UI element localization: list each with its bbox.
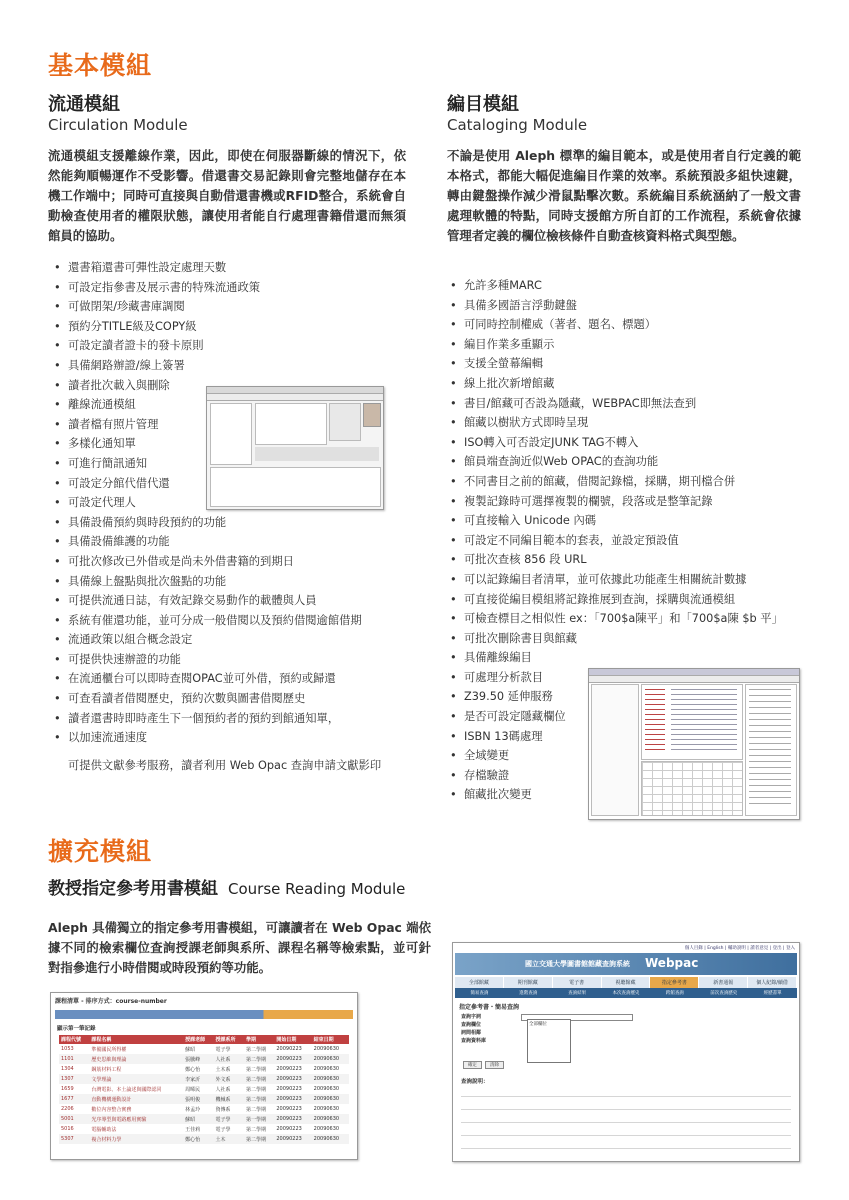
circulation-item: • 多樣化通知單 bbox=[54, 434, 414, 454]
table-cell: 第二學期 bbox=[245, 1096, 266, 1103]
course-reading-paragraph: Aleph 具備獨立的指定參考用書模組，可讓讀者在 Web Opac 端依據不同的檢索欄位查詢授課老師與系所、課程名稱等檢索點，並可針對指參進行小時借閱或時段預約等功能。 bbox=[48, 920, 431, 975]
table-cell: 複合材料力學 bbox=[91, 1136, 122, 1143]
cataloging-item: • 可同時控制權威（著者、題名、標題） bbox=[450, 315, 810, 335]
webpac-subnav-item[interactable]: 前次查詢歷史 bbox=[710, 991, 738, 996]
circulation-paragraph: 流通模組支援離線作業，因此，即使在伺服器斷線的情況下，依然能夠順暢運作不受影響。借還書交易記錄則會完整地儲存在本機工作端中；同時可直接與自動借還書機或RFID整合，系統會自動檢查使用者的權限狀態，讓使用者能自行處理書籍借還而無須館員的協助。 bbox=[48, 148, 406, 243]
circulation-item: • 可設定讀者證卡的發卡原則 bbox=[54, 336, 414, 356]
webpac-subnav-item[interactable]: 跨館查詢 bbox=[665, 991, 684, 996]
cataloging-item: • 可檢查標目之相似性 ex：「700$a陳平」和「700$a陳 $b 平」 bbox=[450, 609, 810, 629]
table-cell: 20090630 bbox=[313, 1066, 340, 1072]
circulation-item: • 可查看讀者借閱歷史，預約次數與圖書借閱歷史 bbox=[54, 689, 414, 709]
table-row[interactable] bbox=[59, 1094, 349, 1104]
webpac-submit-button[interactable]: 確定 bbox=[463, 1061, 482, 1069]
table-row[interactable] bbox=[59, 1064, 349, 1074]
table-cell: 20090630 bbox=[313, 1136, 340, 1142]
circulation-item: • 讀者還書時即時產生下一個預約者的預約到館通知單， bbox=[54, 709, 414, 729]
table-cell: 20090223 bbox=[276, 1066, 302, 1072]
table-cell: 外文系 bbox=[215, 1076, 231, 1083]
webpac-subnav-item[interactable]: 簡易查詢 bbox=[470, 991, 489, 996]
table-cell: 20090630 bbox=[313, 1086, 340, 1092]
cataloging-item: • 編目作業多重顯示 bbox=[450, 335, 810, 355]
circulation-item: • 可進行簡訊通知 bbox=[54, 454, 414, 474]
table-cell: 人社系 bbox=[215, 1086, 231, 1093]
table-cell: 20090630 bbox=[313, 1056, 340, 1062]
cataloging-item: • 館員端查詢近似Web OPAC的查詢功能 bbox=[450, 452, 810, 472]
circulation-title: 流通模組 bbox=[48, 94, 120, 115]
webpac-brand: Webpac bbox=[645, 956, 699, 970]
cataloging-title: 編目模組 bbox=[447, 94, 519, 115]
course-list-subtitle: 顯示第一筆記錄 bbox=[57, 1026, 96, 1032]
cataloging-item: • 具備多國語言浮動鍵盤 bbox=[450, 296, 810, 316]
cataloging-item: • 館藏以樹狀方式即時呈現 bbox=[450, 413, 810, 433]
webpac-library-name: 國立交通大學圖書館館藏查詢系統 bbox=[525, 960, 630, 968]
table-cell: 第一學期 bbox=[245, 1116, 266, 1123]
circulation-item: • 可提供快速辦證的功能 bbox=[54, 650, 414, 670]
webpac-select-value: 全部欄位 bbox=[529, 1022, 547, 1027]
cataloging-paragraph: 不論是使用 Aleph 標準的編目範本，或是使用者自行定義的範本格式，都能大幅促進編目作業的效率。系統預設多組快速鍵，轉由鍵盤操作減少滑鼠點擊次數。系統編目系統涵納了一般文書處理軟體的特點，同時支援館方所自訂的工作流程，系統會依據管理者定義的欄位檢核條件自動查核資料格式與型態。 bbox=[447, 148, 801, 243]
table-cell: 蘇昭 bbox=[185, 1046, 196, 1053]
course-list-tabs bbox=[55, 1010, 353, 1019]
table-cell: 5016 bbox=[61, 1126, 74, 1132]
circulation-item: • 以加速流通速度 bbox=[54, 728, 414, 748]
cataloging-item: • 書目/館藏可否設為隱藏，WEBPAC即無法查到 bbox=[450, 394, 810, 414]
table-cell: 20090223 bbox=[276, 1076, 302, 1082]
table-cell: 資傳系 bbox=[215, 1106, 231, 1113]
cataloging-item: • ISBN 13碼處理 bbox=[450, 727, 810, 747]
cataloging-item: • 具備離線編目 bbox=[450, 648, 810, 668]
course-table-header bbox=[59, 1035, 349, 1044]
patron-photo bbox=[363, 403, 381, 427]
table-cell: 5001 bbox=[61, 1116, 74, 1122]
table-cell: 直動機構運動設計 bbox=[91, 1096, 132, 1103]
table-cell: 台灣電影、本土論述與國際認同 bbox=[91, 1086, 162, 1093]
cataloging-item: • 可批次查核 856 段 URL bbox=[450, 550, 810, 570]
table-cell: 張騰峰 bbox=[185, 1056, 201, 1063]
webpac-subnav-item[interactable]: 經歷書單 bbox=[763, 991, 782, 996]
webpac-help-text bbox=[461, 1089, 791, 1155]
table-cell: 土木 bbox=[215, 1136, 226, 1143]
table-cell: 20090223 bbox=[276, 1086, 302, 1092]
table-cell: 電子學 bbox=[215, 1046, 231, 1053]
table-cell: 第二學期 bbox=[245, 1076, 266, 1083]
webpac-nav-tab[interactable]: 指定參考書 bbox=[650, 977, 699, 988]
cataloging-item: • 允許多種MARC bbox=[450, 276, 810, 296]
circulation-item: • 具備設備預約與時段預約的功能 bbox=[54, 513, 414, 533]
cataloging-item: • 可設定不同編目範本的套表，並設定預設值 bbox=[450, 531, 810, 551]
table-row[interactable] bbox=[59, 1124, 349, 1134]
table-cell: 林孟玲 bbox=[185, 1106, 201, 1113]
webpac-clear-button[interactable]: 清除 bbox=[485, 1061, 504, 1069]
webpac-subnav-item[interactable]: 進階查詢 bbox=[519, 991, 538, 996]
table-row[interactable] bbox=[59, 1134, 349, 1144]
table-cell: 第二學期 bbox=[245, 1106, 266, 1113]
cataloging-item: • ISO轉入可否設定JUNK TAG不轉入 bbox=[450, 433, 810, 453]
table-cell: 第二學期 bbox=[245, 1136, 266, 1143]
table-cell: 電子學 bbox=[215, 1116, 231, 1123]
circulation-item: • 系統有催還功能，並可分成一般借閱以及預約借閱逾館借期 bbox=[54, 611, 414, 631]
table-cell: 鄭心怡 bbox=[185, 1136, 201, 1143]
course-list-screenshot bbox=[50, 992, 358, 1160]
table-row[interactable] bbox=[59, 1104, 349, 1114]
circulation-item: • 可設定分館代借代還 bbox=[54, 474, 414, 494]
table-cell: 人社系 bbox=[215, 1056, 231, 1063]
webpac-note-title: 查詢說明： bbox=[461, 1079, 489, 1085]
course-table-header-cell: 課程代號 bbox=[59, 1035, 89, 1044]
table-cell: 1101 bbox=[61, 1056, 74, 1062]
webpac-nav bbox=[455, 977, 797, 988]
circulation-item: • 還書箱還書可彈性設定處理天數 bbox=[54, 258, 414, 278]
circulation-item: • 可提供流通日誌，有效記錄交易動作的載體與人員 bbox=[54, 591, 414, 611]
table-cell: 機械系 bbox=[215, 1096, 231, 1103]
circulation-title-en: Circulation Module bbox=[48, 116, 188, 134]
table-cell: 20090630 bbox=[313, 1106, 340, 1112]
virtual-keyboard bbox=[641, 761, 743, 816]
webpac-search-form bbox=[453, 1013, 799, 1045]
cataloging-screenshot bbox=[588, 668, 800, 820]
table-cell: 數位內容整合實務 bbox=[91, 1106, 132, 1113]
table-row[interactable] bbox=[59, 1074, 349, 1084]
circulation-item: • 流通政策以組合概念設定 bbox=[54, 630, 414, 650]
cataloging-item: • 館藏批次變更 bbox=[450, 785, 810, 805]
table-cell: 土木系 bbox=[215, 1066, 231, 1073]
table-cell: 20090223 bbox=[276, 1126, 302, 1132]
table-cell: 文學理論 bbox=[91, 1076, 112, 1083]
cataloging-item: • 可直接輸入 Unicode 內碼 bbox=[450, 511, 810, 531]
webpac-subnav-item[interactable]: 本次查詢歷史 bbox=[612, 991, 640, 996]
cataloging-item: • 可批次刪除書目與館藏 bbox=[450, 629, 810, 649]
table-cell: 20090630 bbox=[313, 1126, 340, 1132]
table-cell: 鄭心怡 bbox=[185, 1066, 201, 1073]
cataloging-title-en: Cataloging Module bbox=[447, 116, 588, 134]
course-table-header-cell: 授課老師 bbox=[183, 1035, 213, 1044]
course-table-header-cell: 開始日期 bbox=[274, 1035, 311, 1044]
table-cell: 20090630 bbox=[313, 1096, 340, 1102]
table-cell: 準備國民所得權 bbox=[91, 1046, 127, 1053]
webpac-nav-tab[interactable]: 視聽館藏 bbox=[602, 977, 651, 988]
webpac-field-label: 查詢欄位 bbox=[461, 1022, 482, 1028]
webpac-banner bbox=[455, 953, 797, 975]
webpac-nav-tab[interactable]: 新書通報 bbox=[699, 977, 748, 988]
course-reading-title-zh: 教授指定參考用書模組 bbox=[48, 879, 218, 899]
cataloging-item: • 是否可設定隱藏欄位 bbox=[450, 707, 810, 727]
table-row[interactable] bbox=[59, 1044, 349, 1054]
webpac-subnav-item[interactable]: 查詢結果 bbox=[568, 991, 587, 996]
cataloging-item: • 存檔驗證 bbox=[450, 766, 810, 786]
table-cell: 周晞民 bbox=[185, 1086, 201, 1093]
course-table bbox=[59, 1035, 349, 1144]
cataloging-item: • 可處理分析款目 bbox=[450, 668, 810, 688]
circulation-item: • 可設定指參書及展示書的特殊流通政策 bbox=[54, 278, 414, 298]
cataloging-item: • 不同書目之前的館藏，借閱記錄檔，採購，期刊檔合併 bbox=[450, 472, 810, 492]
course-table-header-cell: 授課系所 bbox=[214, 1035, 244, 1044]
circulation-item: • 具備線上盤點與批次盤點的功能 bbox=[54, 572, 414, 592]
circulation-last-line: 可提供文獻參考服務，讀者利用 Web Opac 查詢申請文獻影印 bbox=[68, 759, 382, 772]
table-cell: 2206 bbox=[61, 1106, 74, 1112]
webpac-field-select[interactable] bbox=[527, 1019, 571, 1063]
webpac-nav-tab[interactable]: 電子書 bbox=[553, 977, 602, 988]
table-row[interactable] bbox=[59, 1114, 349, 1124]
webpac-nav-tab[interactable]: 期刊館藏 bbox=[504, 977, 553, 988]
table-cell: 蘇昭 bbox=[185, 1116, 196, 1123]
table-cell: 20090630 bbox=[313, 1046, 340, 1052]
table-cell: 歷史思維與理論 bbox=[91, 1056, 127, 1063]
course-table-header-cell: 課程名稱 bbox=[89, 1035, 183, 1044]
basic-heading: 基本模組 bbox=[48, 51, 153, 80]
table-cell: 第二學期 bbox=[245, 1056, 266, 1063]
course-table-header-cell: 結束日期 bbox=[312, 1035, 349, 1044]
webpac-field-label: 查詢字詞 bbox=[461, 1014, 482, 1020]
webpac-nav-tab[interactable]: 全部館藏 bbox=[455, 977, 504, 988]
table-cell: 光序導型與電路應用實驗 bbox=[91, 1116, 147, 1123]
webpac-subnav bbox=[455, 988, 797, 998]
webpac-screenshot bbox=[452, 942, 800, 1162]
table-cell: 1307 bbox=[61, 1076, 74, 1082]
table-cell: 20090630 bbox=[313, 1076, 340, 1082]
webpac-nav-tab[interactable]: 個人紀錄/續借 bbox=[748, 977, 797, 988]
table-cell: 第二學期 bbox=[245, 1046, 266, 1053]
table-cell: 第二學期 bbox=[245, 1126, 266, 1133]
extended-heading: 擴充模組 bbox=[48, 837, 153, 866]
course-table-header-cell: 學期 bbox=[244, 1035, 274, 1044]
webpac-header-links: 個人目錄 | English | 輔助說明 | 讀者意見 | 登出 | 登入 bbox=[684, 946, 795, 951]
circulation-item: • 預約分TITLE級及COPY級 bbox=[54, 317, 414, 337]
circulation-item: • 讀者檔有照片管理 bbox=[54, 415, 414, 435]
cataloging-item: • 線上批次新增館藏 bbox=[450, 374, 810, 394]
cataloging-item: • 支援全螢幕編輯 bbox=[450, 354, 810, 374]
table-cell: 電子學 bbox=[215, 1126, 231, 1133]
table-cell: 1304 bbox=[61, 1066, 74, 1072]
webpac-field-label: 詞間相鄰 bbox=[461, 1030, 482, 1036]
table-cell: 第二學期 bbox=[245, 1066, 266, 1073]
course-reading-title-en: Course Reading Module bbox=[228, 880, 406, 898]
course-reading-title bbox=[48, 874, 405, 899]
table-cell: 20090223 bbox=[276, 1056, 302, 1062]
circulation-item: • 可設定代理人 bbox=[54, 493, 414, 513]
table-row[interactable] bbox=[59, 1084, 349, 1094]
table-row[interactable] bbox=[59, 1054, 349, 1064]
table-cell: 20090630 bbox=[313, 1116, 340, 1122]
circulation-item: • 可批次修改已外借或是尚未外借書籍的到期日 bbox=[54, 552, 414, 572]
table-cell: 20090223 bbox=[276, 1116, 302, 1122]
table-cell: 李家沂 bbox=[185, 1076, 201, 1083]
table-cell: 1677 bbox=[61, 1096, 74, 1102]
cataloging-item: • Z39.50 延伸服務 bbox=[450, 687, 810, 707]
circulation-item: • 在流通櫃台可以即時查閱OPAC並可外借，預約或歸還 bbox=[54, 669, 414, 689]
table-cell: 張明俊 bbox=[185, 1096, 201, 1103]
table-cell: 20090223 bbox=[276, 1106, 302, 1112]
cataloging-item: • 複製記錄時可選擇複製的欄號，段落或是整筆記錄 bbox=[450, 492, 810, 512]
table-cell: 20090223 bbox=[276, 1136, 302, 1142]
cataloging-item: • 全域變更 bbox=[450, 746, 810, 766]
circulation-item: • 離線流通模組 bbox=[54, 395, 414, 415]
table-cell: 電腦輔助法 bbox=[91, 1126, 117, 1133]
circulation-item: • 具備設備維護的功能 bbox=[54, 532, 414, 552]
table-cell: 1659 bbox=[61, 1086, 74, 1092]
table-cell: 第二學期 bbox=[245, 1086, 266, 1093]
course-list-title: 課程清單 - 排序方式：course-number bbox=[55, 998, 167, 1005]
circulation-item: • 具備網路辦證/線上簽署 bbox=[54, 356, 414, 376]
table-cell: 20090223 bbox=[276, 1096, 302, 1102]
circulation-item: • 讀者批次載入與刪除 bbox=[54, 376, 414, 396]
webpac-section-title: 指定參考書・簡易查詢 bbox=[459, 1004, 520, 1011]
table-cell: 王佳莉 bbox=[185, 1126, 201, 1133]
circulation-item: • 可做閉架/珍藏書庫調閱 bbox=[54, 297, 414, 317]
webpac-field-label: 查詢資料庫 bbox=[461, 1038, 487, 1044]
table-cell: 5307 bbox=[61, 1136, 74, 1142]
table-cell: 鋼筋材料工程 bbox=[91, 1066, 122, 1073]
cataloging-item: • 可直接從編目模組將記錄推展到查詢，採購與流通模組 bbox=[450, 590, 810, 610]
table-cell: 1053 bbox=[61, 1046, 74, 1052]
table-cell: 20090223 bbox=[276, 1046, 302, 1052]
circulation-screenshot bbox=[206, 386, 384, 510]
cataloging-item: • 可以記錄編目者清單，並可依據此功能產生相關統計數據 bbox=[450, 570, 810, 590]
